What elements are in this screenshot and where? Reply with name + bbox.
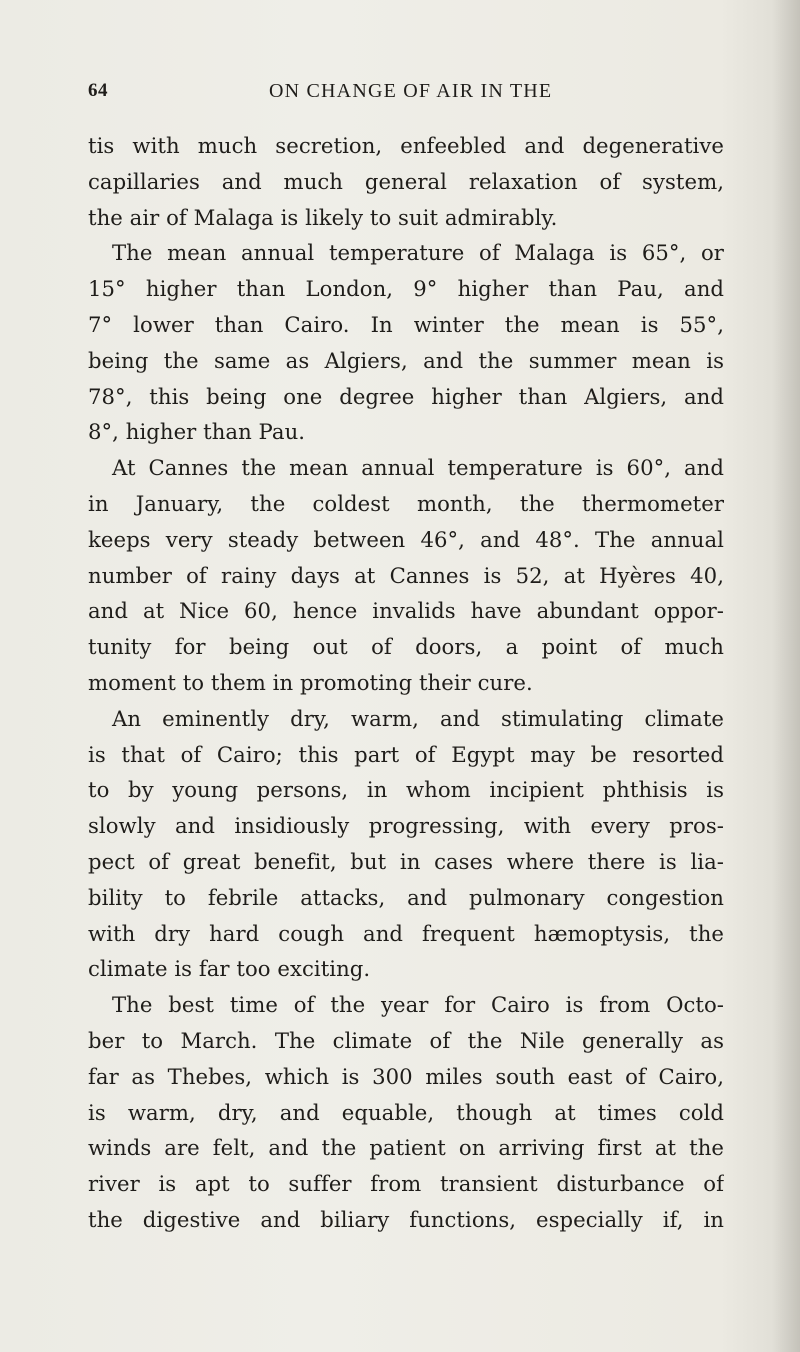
- text-line: far as Thebes, which is 300 miles south east of Cairo,: [88, 1063, 724, 1089]
- paragraph-first-line: An eminently dry, warm, and stimulating climate: [112, 705, 724, 731]
- text-line: number of rainy days at Cannes is 52, at Hyères 40,: [88, 562, 724, 588]
- text-line: 8°, higher than Pau.: [88, 419, 306, 445]
- text-line: in January, the coldest month, the thermometer: [88, 490, 724, 516]
- text-line: keeps very steady between 46°, and 48°. The annual: [88, 526, 724, 552]
- text-line: to by young persons, in whom incipient phthisis is: [88, 777, 724, 803]
- body-text: [88, 128, 724, 1238]
- text-line: bility to febrile attacks, and pulmonary congestion: [88, 884, 724, 910]
- running-head: [88, 80, 728, 106]
- text-line: the digestive and biliary functions, especially if, in: [88, 1206, 724, 1232]
- text-line: pect of great benefit, but in cases where there is lia-: [88, 848, 724, 874]
- text-line: tunity for being out of doors, a point of much: [88, 634, 724, 660]
- text-line: 15° higher than London, 9° higher than Pau, and: [88, 276, 724, 302]
- text-line: climate is far too exciting.: [88, 956, 371, 982]
- text-line: 7° lower than Cairo. In winter the mean is 55°,: [88, 311, 724, 337]
- paragraph-first-line: The mean annual temperature of Malaga is 65°, or: [112, 240, 724, 266]
- text-line: moment to them in promoting their cure.: [88, 669, 533, 695]
- text-line: and at Nice 60, hence invalids have abundant oppor-: [88, 598, 724, 624]
- text-line: is that of Cairo; this part of Egypt may be resorted: [88, 741, 724, 767]
- text-line: being the same as Algiers, and the summer mean is: [88, 347, 724, 373]
- text-line: tis with much secretion, enfeebled and degenerative: [88, 133, 724, 158]
- paragraph-first-line: The best time of the year for Cairo is from Octo-: [112, 992, 724, 1018]
- paragraph-first-line: At Cannes the mean annual temperature is 60°, and: [112, 455, 724, 481]
- page-gutter-shadow: [772, 0, 800, 1352]
- text-line: slowly and insidiously progressing, with every pros-: [88, 813, 724, 839]
- text-line: river is apt to suffer from transient disturbance of: [88, 1171, 724, 1197]
- text-line: is warm, dry, and equable, though at times cold: [88, 1099, 724, 1125]
- text-line: 78°, this being one degree higher than Algiers, and: [88, 383, 724, 409]
- page-number: 64: [88, 80, 108, 101]
- running-title: ON CHANGE OF AIR IN THE: [269, 80, 553, 102]
- text-line: capillaries and much general relaxation of system,: [88, 168, 724, 194]
- text-line: winds are felt, and the patient on arriving first at the: [88, 1135, 724, 1161]
- text-line: the air of Malaga is likely to suit admirably.: [88, 204, 558, 230]
- text-line: with dry hard cough and frequent hæmoptysis, the: [88, 920, 724, 946]
- text-line: ber to March. The climate of the Nile generally as: [88, 1027, 724, 1053]
